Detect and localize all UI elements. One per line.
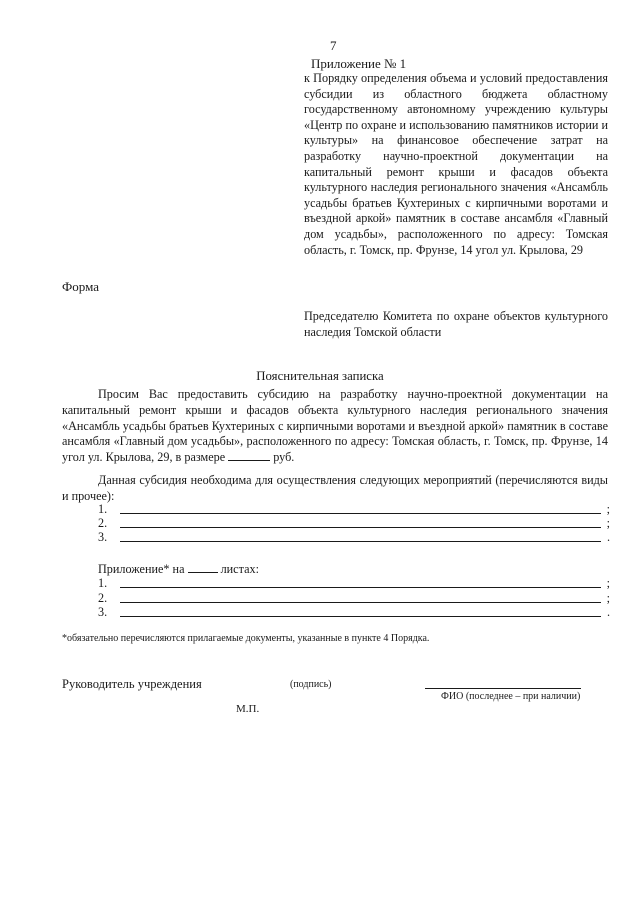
activity-row-1	[98, 502, 610, 517]
request-text: Просим Вас предоставить субсидию на разработку научно-проектной документации на капитальный ремонт крыши и фасадов объекта культурного наследия регионального значения «Ансамбль усадьбы братьев Кухтериных с кирпичными воротами и въездной аркой» памятник в составе ансамбля «Главный дом усадьбы», расположенного по адресу: Томская область, г. Томск, пр. Фрунзе, 14 угол ул. Крылова, 29, в размере	[62, 387, 608, 465]
attachment-row-1	[98, 576, 610, 591]
activity-end-mark: ;	[606, 516, 610, 530]
fio-label: ФИО (последнее – при наличии)	[441, 691, 581, 702]
fio-blank-line[interactable]	[425, 688, 581, 689]
attachment-blank-line[interactable]	[120, 602, 601, 603]
activity-blank-line[interactable]	[120, 527, 601, 528]
amount-blank[interactable]	[228, 451, 270, 461]
activity-number: 2.	[98, 516, 108, 530]
signature-label: (подпись)	[290, 679, 332, 690]
addressee: Председателю Комитета по охране объектов культурного наследия Томской области	[304, 309, 608, 339]
footnote: *обязательно перечисляются прилагаемые документы, указанные в пункте 4 Порядка.	[62, 633, 430, 644]
document-title: Пояснительная записка	[256, 369, 384, 383]
attachment-suffix: листах:	[220, 562, 259, 576]
activity-blank-line[interactable]	[120, 541, 601, 542]
attachment-prefix: Приложение* на	[98, 562, 185, 576]
attachment-number: 3.	[98, 605, 108, 619]
appendix-text: к Порядку определения объема и условий предоставления субсидии из областного бюджета областному государственному автономному учреждению культуры «Центр по охране и использованию памятников истории и культуры» на финансовое обеспечение затрат на разработку научно-проектной документации на капитальный ремонт крыши и фасадов объекта культурного наследия регионального значения «Ансамбль усадьбы братьев Кухтериных с кирпичными воротами и въездной аркой» памятник в составе ансамбля «Главный дом усадьбы», расположенного по адресу: Томская область, г. Томск, пр. Фрунзе, 14 угол ул. Крылова, 29	[304, 71, 608, 257]
attachment-end-mark: ;	[606, 576, 610, 590]
attachment-row-2	[98, 591, 610, 606]
activity-end-mark: .	[606, 530, 610, 544]
sheets-count-blank[interactable]	[188, 563, 218, 573]
activity-row-2	[98, 516, 610, 531]
request-paragraph	[62, 387, 608, 466]
activity-number: 3.	[98, 530, 108, 544]
attachment-blank-line[interactable]	[120, 616, 601, 617]
attachment-number: 1.	[98, 576, 108, 590]
attachment-number: 2.	[98, 591, 108, 605]
activity-number: 1.	[98, 502, 108, 516]
attachment-intro	[98, 562, 259, 577]
activity-row-3	[98, 530, 610, 545]
activity-end-mark: ;	[606, 502, 610, 516]
stamp-label: М.П.	[236, 703, 260, 715]
purpose-paragraph: Данная субсидия необходима для осуществления следующих мероприятий (перечисляются виды и прочее):	[62, 473, 608, 503]
activity-blank-line[interactable]	[120, 513, 601, 514]
form-label: Форма	[62, 279, 99, 294]
attachment-blank-line[interactable]	[120, 587, 601, 588]
attachment-row-3	[98, 605, 610, 620]
appendix-title: Приложение № 1	[311, 56, 407, 71]
currency-unit: руб.	[273, 450, 295, 465]
head-of-institution-label: Руководитель учреждения	[62, 677, 202, 691]
attachment-end-mark: .	[606, 605, 610, 619]
attachment-end-mark: ;	[606, 591, 610, 605]
page-number: 7	[330, 38, 337, 53]
